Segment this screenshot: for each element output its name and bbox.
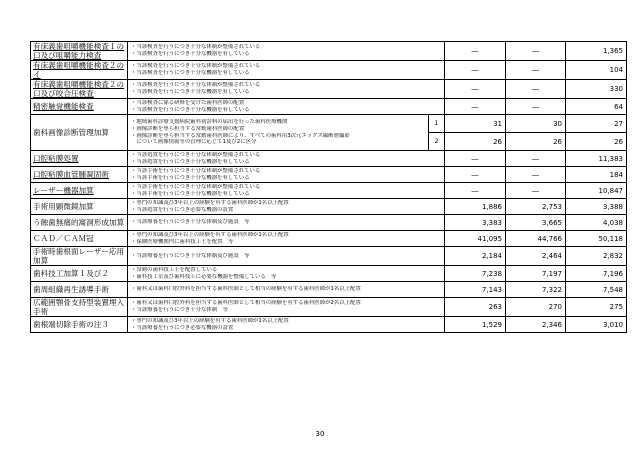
requirement-line: ・専門の知識及び3年以上の経験を有する歯科医師が1名以上配置 xyxy=(131,199,289,206)
count-v1: 31 xyxy=(445,115,506,133)
item-name-text: 有床義歯咀嚼機能検査１の口及び咀嚼能力検査 xyxy=(33,42,125,60)
table-row xyxy=(31,215,627,231)
count-v1: 263 xyxy=(445,298,506,317)
count-v1: ― xyxy=(445,151,506,167)
item-name xyxy=(31,317,128,333)
item-name-text: ＣＡＤ／ＣＡＭ冠 xyxy=(33,234,94,243)
requirement-line: ・当該検査を行うにつき十分な体制が整備されている xyxy=(131,82,261,89)
count-v3: 10,847 xyxy=(566,183,627,199)
requirement-line: ・当該検査を行うにつき十分な機器を有している xyxy=(131,51,250,57)
item-name xyxy=(31,99,128,115)
count-v1: ― xyxy=(445,99,506,115)
item-name xyxy=(31,298,128,317)
requirements-cell xyxy=(128,183,445,199)
count-v1: ― xyxy=(445,167,506,183)
item-name-text: 歯科画像診断管理加算 xyxy=(33,128,109,137)
count-v3: 7,196 xyxy=(566,266,627,282)
requirement-line: ・当該手術を行うにつき十分な機器を有している xyxy=(131,190,250,197)
item-name xyxy=(31,151,128,167)
requirement-line: ・常勤の歯科技工士を配置している xyxy=(131,266,218,273)
item-name-text: 精密触覚機能検査 xyxy=(33,102,94,111)
count-v3: 1,365 xyxy=(566,42,627,61)
count-v3: 27 xyxy=(566,115,627,133)
item-name xyxy=(31,231,128,247)
requirements-cell xyxy=(128,151,445,167)
requirements-cell xyxy=(128,167,445,183)
count-v1: 1,529 xyxy=(445,317,506,333)
count-v1: ― xyxy=(445,80,506,99)
item-name xyxy=(31,80,128,99)
requirement-line: ・画像診断を専ら担当する常勤歯科医師により、すべての歯科用3次元エックス線断層撮影 xyxy=(131,132,350,139)
table-row xyxy=(31,199,627,215)
count-v3: 4,038 xyxy=(566,215,627,231)
item-name xyxy=(31,61,128,80)
count-v2: 2,346 xyxy=(506,317,566,333)
requirement-line: ・当該療養を行うにつき必要な機器の設置 xyxy=(131,324,234,331)
requirement-line: ・当該検査を行うにつき十分な機器を有している xyxy=(131,70,250,76)
item-name-text: 口腔粘膜処置 xyxy=(33,154,79,163)
sub-index: 2 xyxy=(429,133,445,151)
count-v2: 270 xyxy=(506,298,566,317)
sub-index: 1 xyxy=(429,115,445,133)
requirement-line: ・専門の知識及び3年以上の経験を有する歯科医師が1名以上配置 xyxy=(131,231,289,238)
requirement-line: ・当該療養を行うにつき十分な体制 等 xyxy=(131,307,228,313)
count-v2: 26 xyxy=(506,133,566,151)
item-name-text: 有床義歯咀嚼機能検査２の口及び咬合圧検査 xyxy=(33,80,125,98)
table-row xyxy=(31,317,627,333)
requirements-cell xyxy=(128,282,445,298)
count-v3: 330 xyxy=(566,80,627,99)
count-v3: 26 xyxy=(566,133,627,151)
requirement-line: ・当該手術を行うにつき十分な機器を有している xyxy=(131,174,250,181)
count-v1: 7,238 xyxy=(445,266,506,282)
requirements-cell xyxy=(128,61,445,80)
item-name-text: 歯科技工加算１及び２ xyxy=(33,269,109,278)
count-v3: 50,118 xyxy=(566,231,627,247)
requirement-line: ・当該処置を行うにつき必要な機器の設置 xyxy=(131,206,234,213)
table-row xyxy=(31,266,627,282)
item-name-text: 広範囲顎骨支持型装置埋入手術 xyxy=(33,298,125,316)
requirement-line: ・当該検査に係る研修を受けた歯科医師の配置 xyxy=(131,99,245,106)
count-v2: 7,322 xyxy=(506,282,566,298)
requirements-cell xyxy=(128,266,445,282)
item-name-text: 手術時歯根面レーザー応用加算 xyxy=(33,247,125,265)
count-v2: 30 xyxy=(506,115,566,133)
facility-standards-table xyxy=(30,41,627,333)
requirements-cell xyxy=(128,42,445,61)
requirement-line: ・歯科又は歯科口腔外科を担当する歯科医師として相当の経験を有する歯科医師が1名以上配置 xyxy=(131,286,361,293)
item-name-text: レーザー機器加算 xyxy=(33,186,94,195)
table-row xyxy=(31,115,627,133)
count-v2: 44,766 xyxy=(506,231,566,247)
count-v2: 3,665 xyxy=(506,215,566,231)
count-v1: 41,095 xyxy=(445,231,506,247)
count-v3: 7,548 xyxy=(566,282,627,298)
table-row xyxy=(31,231,627,247)
item-name-text: う蝕歯無痛的窩洞形成加算 xyxy=(33,218,125,227)
count-v1: ― xyxy=(445,42,506,61)
item-name-text: 歯根端切除手術の注３ xyxy=(33,320,109,329)
count-v1: 1,886 xyxy=(445,199,506,215)
item-name xyxy=(31,183,128,199)
table-row xyxy=(31,151,627,167)
requirement-line: ・当該検査を行うにつき十分な体制が整備されている xyxy=(131,63,261,70)
requirement-line: ・当該手術を行うにつき十分な体制が整備されている xyxy=(131,167,261,174)
count-v2: ― xyxy=(506,151,566,167)
table-row xyxy=(31,167,627,183)
item-name xyxy=(31,199,128,215)
item-name xyxy=(31,115,128,151)
table-row xyxy=(31,183,627,199)
table-row xyxy=(31,80,627,99)
count-v1: 7,143 xyxy=(445,282,506,298)
count-v3: 64 xyxy=(566,99,627,115)
count-v1: 2,184 xyxy=(445,247,506,266)
requirements-cell xyxy=(128,199,445,215)
item-name xyxy=(31,282,128,298)
requirement-line: ・当該検査を行うにつき十分な機器を有している xyxy=(131,106,250,113)
count-v2: 7,197 xyxy=(506,266,566,282)
requirement-line: ・当該処置を行うにつき十分な体制が整備されている xyxy=(131,151,261,158)
requirements-cell xyxy=(128,215,445,231)
requirement-line: ・当該療養を行うにつき十分な体制及び施設 等 xyxy=(131,219,250,226)
table-row xyxy=(31,298,627,317)
requirements-cell xyxy=(128,115,429,151)
count-v2: ― xyxy=(506,183,566,199)
table-row xyxy=(31,99,627,115)
requirements-cell xyxy=(128,298,445,317)
count-v2: ― xyxy=(506,80,566,99)
table-row xyxy=(31,61,627,80)
requirement-line: ・歯科又は歯科口腔外科を担当する歯科医師として相当の経験を有する歯科医師が2名以上配置 xyxy=(131,300,361,307)
requirement-line: ・歯科技工室及び歯科技工に必要な機器を整備している 等 xyxy=(131,273,277,280)
count-v1: 3,383 xyxy=(445,215,506,231)
requirement-line: ・当該検査を行うにつき十分な体制が整備されている xyxy=(131,44,261,51)
requirement-line: ・当該処置を行うにつき十分な機器を有している xyxy=(131,158,250,165)
count-v3: 3,010 xyxy=(566,317,627,333)
item-name xyxy=(31,247,128,266)
item-name-text: 歯周組織再生誘導手術 xyxy=(33,285,109,294)
table-row xyxy=(31,247,627,266)
count-v2: ― xyxy=(506,61,566,80)
count-v3: 11,383 xyxy=(566,151,627,167)
requirements-cell xyxy=(128,247,445,266)
requirements-cell xyxy=(128,317,445,333)
requirements-cell xyxy=(128,231,445,247)
count-v3: 3,388 xyxy=(566,199,627,215)
requirement-line: ・当該療養を行うにつき十分な体制及び施設 等 xyxy=(131,252,250,259)
requirement-line: について画像情報等の管理に応じて1及び2に区分 xyxy=(131,139,257,146)
count-v1: ― xyxy=(445,61,506,80)
count-v2: ― xyxy=(506,42,566,61)
item-name xyxy=(31,215,128,231)
item-name xyxy=(31,266,128,282)
requirement-line: ・当該検査を行うにつき十分な機器を有している xyxy=(131,89,250,95)
requirements-cell xyxy=(128,99,445,115)
count-v2: 2,464 xyxy=(506,247,566,266)
count-v1: ― xyxy=(445,183,506,199)
count-v2: ― xyxy=(506,99,566,115)
requirements-cell xyxy=(128,80,445,99)
requirement-line: ・当該手術を行うにつき十分な体制が整備されている xyxy=(131,183,261,190)
item-name-text: 口腔粘膜血管腫凝固術 xyxy=(33,170,109,179)
count-v1: 26 xyxy=(445,133,506,151)
item-name-text: 有床義歯咀嚼機能検査２のイ xyxy=(33,61,125,79)
requirement-line: ・地域歯科診療支援病院歯科初診料の届出を行った歯科医療機関 xyxy=(131,119,288,126)
requirement-line: ・保険医療機関内に歯科技工士を配置 等 xyxy=(131,238,234,245)
requirement-line: ・専門の知識及び3年以上の経験を有する歯科医師が1名以上配置 xyxy=(131,317,289,324)
page-number: 30 xyxy=(315,430,325,438)
count-v3: 275 xyxy=(566,298,627,317)
count-v3: 2,832 xyxy=(566,247,627,266)
table-row xyxy=(31,282,627,298)
item-name-text: 手術用顕微鏡加算 xyxy=(33,202,94,211)
item-name xyxy=(31,167,128,183)
count-v2: ― xyxy=(506,167,566,183)
count-v2: 2,753 xyxy=(506,199,566,215)
count-v3: 104 xyxy=(566,61,627,80)
requirement-line: ・画像診断を専ら担当する常勤歯科医師の配置 xyxy=(131,125,245,132)
table-row xyxy=(31,42,627,61)
count-v3: 184 xyxy=(566,167,627,183)
item-name xyxy=(31,42,128,61)
